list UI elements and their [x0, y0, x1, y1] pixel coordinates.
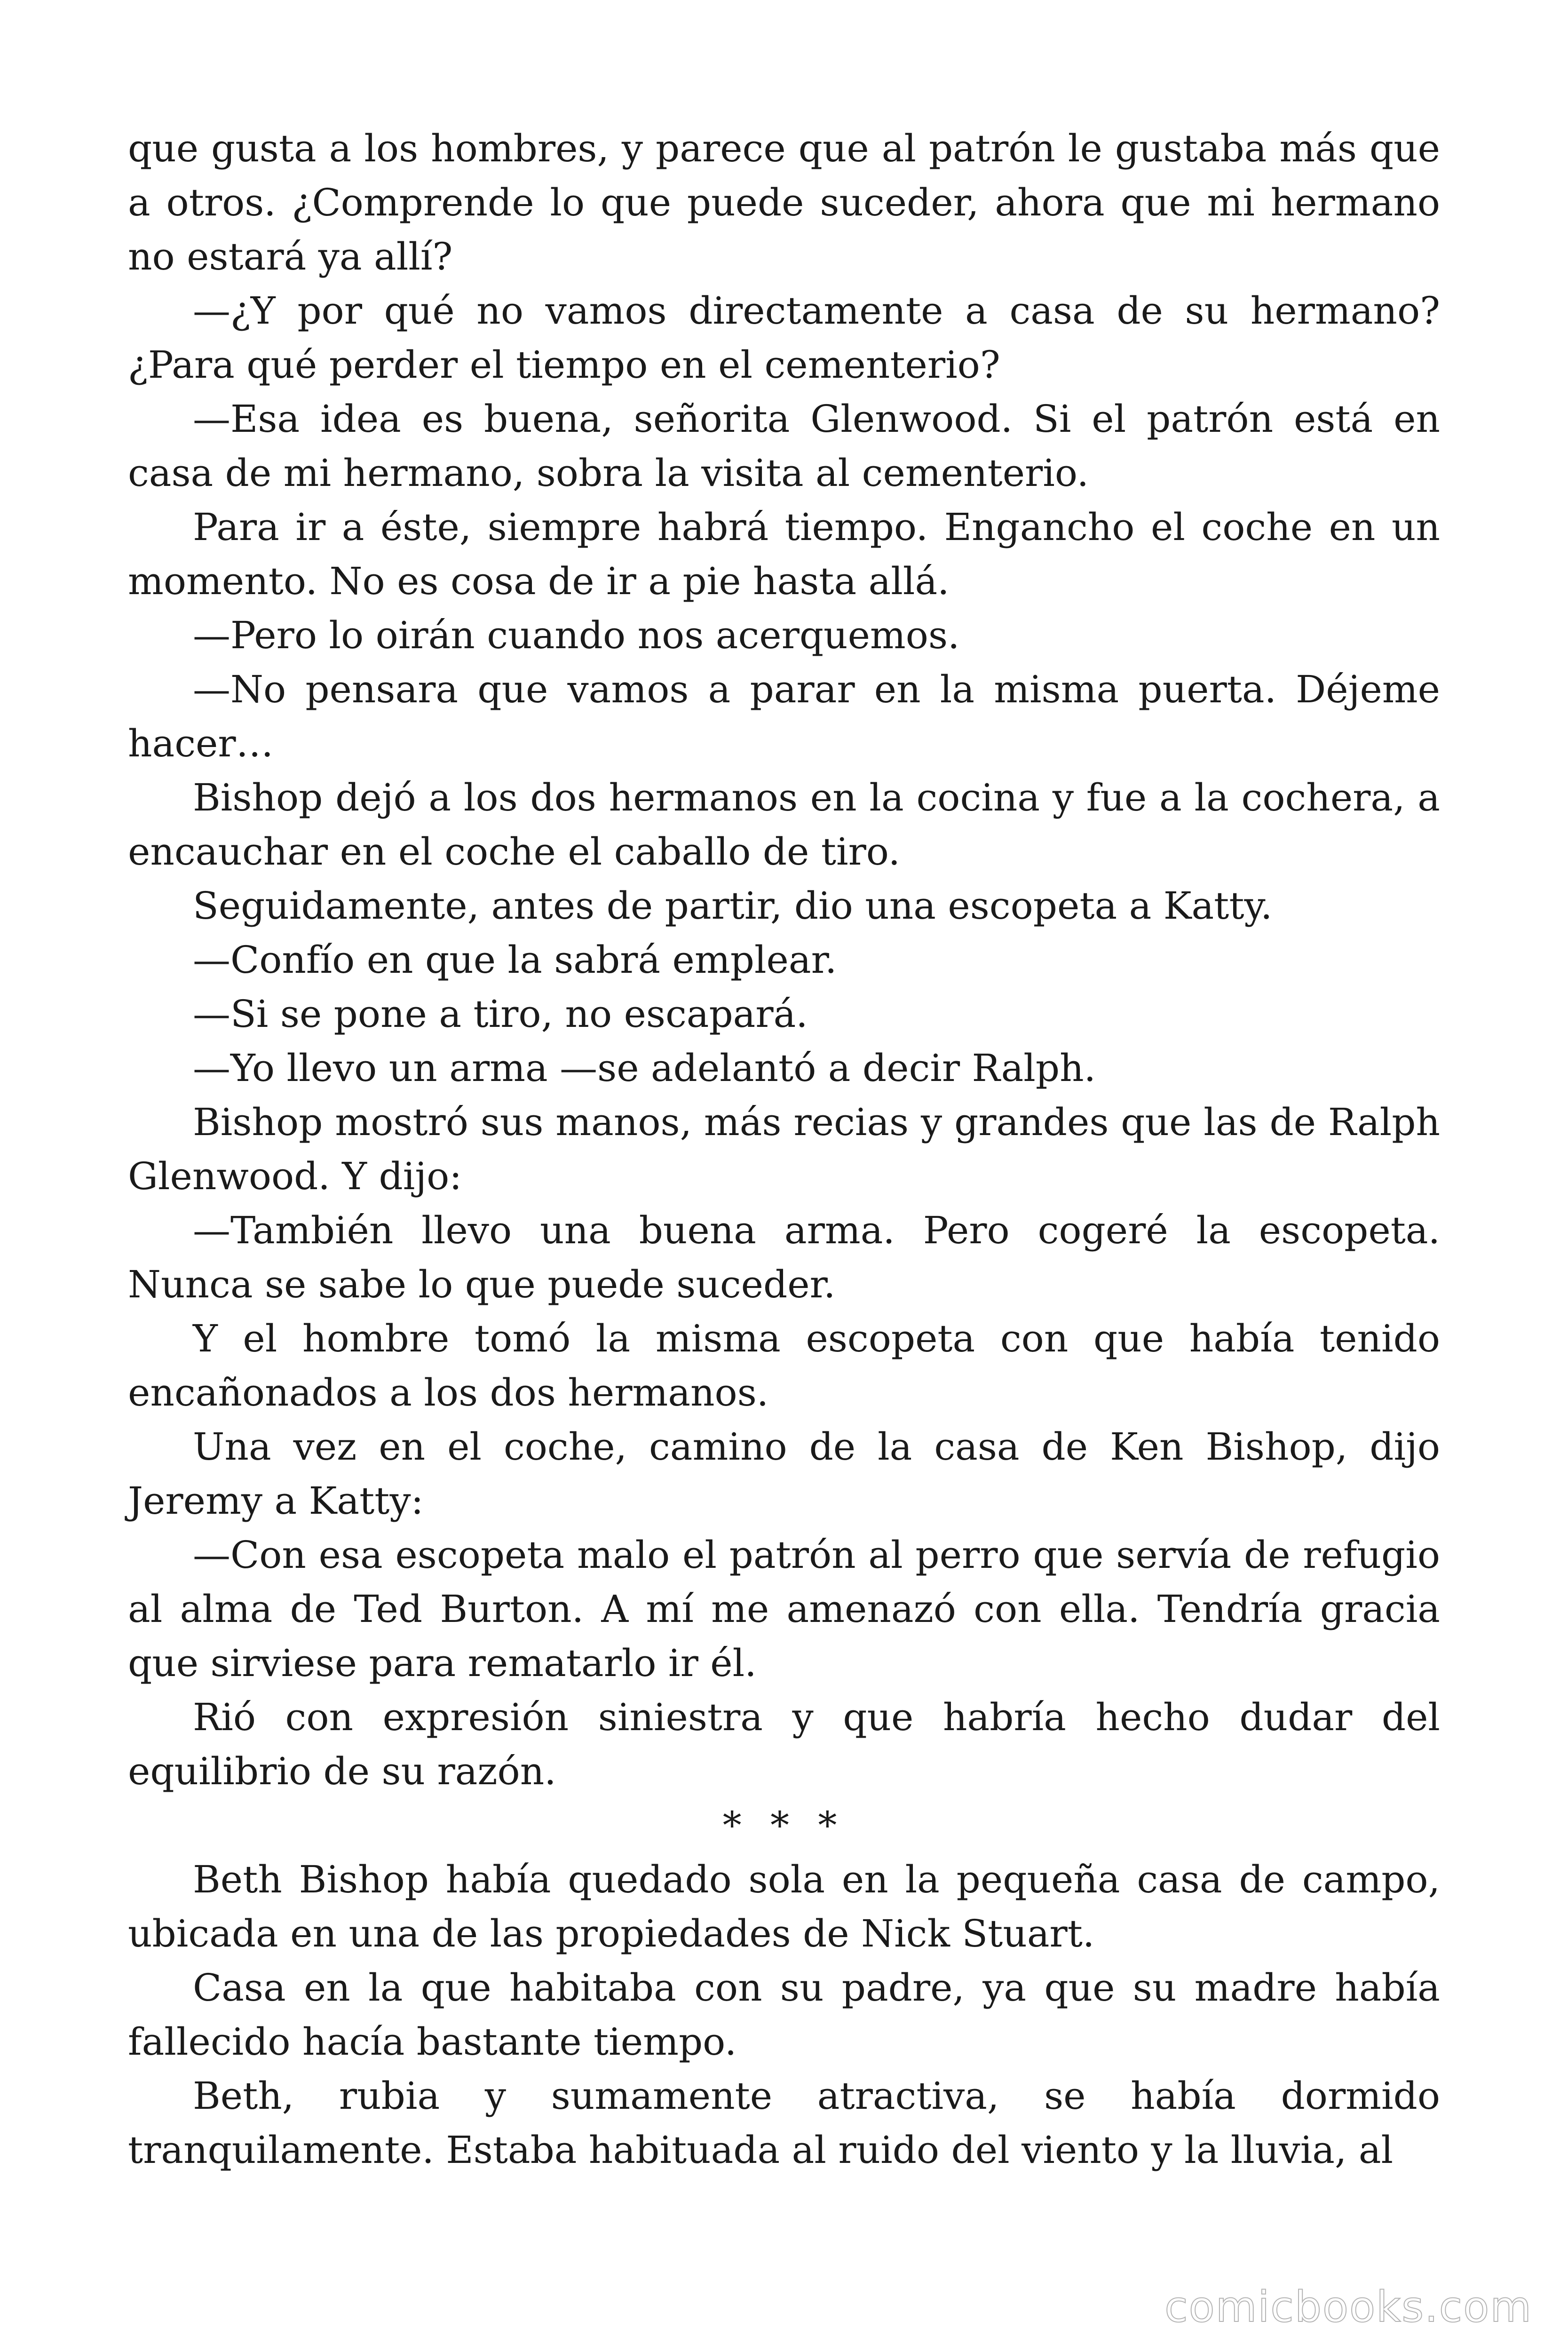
paragraph: Bishop mostró sus manos, más recias y grandes que las de Ralph Glenwood. Y dijo:	[128, 1100, 1440, 1198]
paragraph: —Confío en que la sabrá emplear.	[193, 938, 837, 982]
paragraph: —Con esa escopeta malo el patrón al perro que servía de refugio al alma de Ted Burton. A mí me amenazó con ella. Tendría gracia que sirviese para rematarlo ir él.	[128, 1533, 1440, 1685]
paragraph: Seguidamente, antes de partir, dio una escopeta a Katty.	[193, 884, 1273, 928]
paragraph: —Pero lo oirán cuando nos acerquemos.	[193, 613, 960, 657]
paragraph: —Si se pone a tiro, no escapará.	[193, 992, 808, 1036]
paragraph: Una vez en el coche, camino de la casa de Ken Bishop, dijo Jeremy a Katty:	[128, 1425, 1440, 1523]
paragraph: Para ir a éste, siempre habrá tiempo. Engancho el coche en un momento. No es cosa de ir a pie hasta allá.	[128, 505, 1440, 603]
paragraph: Rió con expresión siniestra y que habría hecho dudar del equilibrio de su razón.	[128, 1695, 1440, 1793]
paragraph: Beth Bishop había quedado sola en la pequeña casa de campo, ubicada en una de las propiedades de Nick Stuart.	[128, 1858, 1440, 1955]
paragraph: —También llevo una buena arma. Pero cogeré la escopeta. Nunca se sabe lo que puede suceder.	[128, 1208, 1440, 1306]
paragraph: —No pensara que vamos a parar en la misma puerta. Déjeme hacer…	[128, 667, 1440, 765]
scene-break-separator: * * *	[722, 1804, 846, 1847]
paragraph: Casa en la que habitaba con su padre, ya que su madre había fallecido hacía bastante tiempo.	[128, 1966, 1440, 2064]
paragraph: —Esa idea es buena, señorita Glenwood. Si el patrón está en casa de mi hermano, sobra la visita al cementerio.	[128, 397, 1440, 495]
paragraph: Y el hombre tomó la misma escopeta con que había tenido encañonados a los dos hermanos.	[128, 1317, 1440, 1414]
paragraph: Beth, rubia y sumamente atractiva, se había dormido tranquilamente. Estaba habituada al ruido del viento y la lluvia, al	[128, 2074, 1440, 2172]
paragraph: —¿Y por qué no vamos directamente a casa de su hermano? ¿Para qué perder el tiempo en el cementerio?	[128, 289, 1440, 387]
paragraph: que gusta a los hombres, y parece que al patrón le gustaba más que a otros. ¿Comprende lo que puede suceder, ahora que mi hermano no estará ya allí?	[128, 127, 1440, 278]
watermark: comicbooks.com	[1164, 2282, 1532, 2332]
paragraph: Bishop dejó a los dos hermanos en la cocina y fue a la cochera, a encauchar en el coche el caballo de tiro.	[128, 776, 1440, 874]
paragraph: —Yo llevo un arma —se adelantó a decir Ralph.	[193, 1046, 1096, 1090]
page-text	[128, 121, 1440, 2177]
